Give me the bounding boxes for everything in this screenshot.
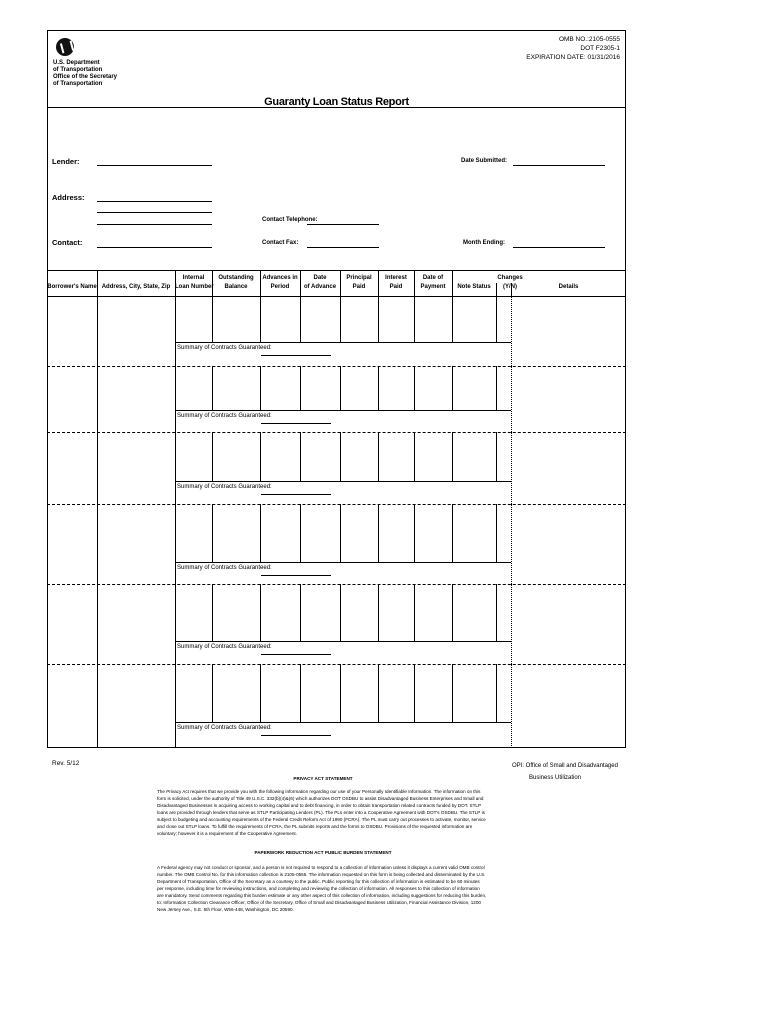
summary-value-line: [261, 355, 331, 356]
summary-left-line: [175, 562, 176, 584]
summary-label: Summary of Contracts Guaranteed:: [177, 644, 272, 650]
column-header: Changes (Y/N): [497, 275, 523, 290]
month-ending-label: Month Ending:: [463, 240, 505, 246]
address-field-2[interactable]: [97, 212, 212, 213]
column-divider: [496, 296, 497, 342]
column-divider: [414, 296, 415, 342]
column-divider: [212, 584, 213, 641]
changes-divider: [511, 366, 512, 432]
contact-telephone-field[interactable]: [307, 224, 379, 225]
column-header: Address, City, State, Zip: [101, 284, 171, 290]
date-submitted-field[interactable]: [513, 165, 605, 166]
column-divider: [452, 504, 453, 562]
omb-info: [520, 35, 620, 62]
column-divider: [452, 432, 453, 481]
column-divider: [340, 584, 341, 641]
summary-value-line: [261, 575, 331, 576]
column-divider: [212, 664, 213, 722]
office-name: Office of the Secretary of Transportation: [53, 74, 118, 87]
column-divider: [97, 366, 98, 432]
summary-left-line: [175, 481, 176, 504]
column-divider: [378, 664, 379, 722]
column-divider: [378, 366, 379, 410]
address-field-3[interactable]: [97, 224, 212, 225]
column-divider: [300, 366, 301, 410]
changes-divider: [511, 584, 512, 664]
expiration-date: EXPIRATION DATE: 01/31/2016: [526, 54, 620, 61]
summary-top-line: [175, 722, 511, 723]
column-divider: [414, 366, 415, 410]
column-divider: [300, 584, 301, 641]
paperwork-text: A Federal agency may not conduct or sponsor, and a person is not required to respond to a collection of information unless it displays a current valid OMB control number. The OMB Control No. for this information collection is 2105-0555. The information requested on this form is being collected and disseminated by the U.S. Department of Transportation, Office of the Secretary as a courtesy to the public. Public reporting for this collection of information is estimated to be 60 minutes per response, including time for reviewing instructions, and completing and reviewing the collection of information. All responses to this collection of information are mandatory. Send comments regarding this burden estimate or any other aspect of this collection of information, including suggestions for reducing this burden, to: Information Collection Clearance Officer, Office of the Secretary, Office of Small and Disadvantaged Business Utilization, Financial Assistance Division, 1200 New Jersey Ave., S.E. 5th Floor, W56-448, Washington, DC 20590.: [157, 865, 487, 912]
summary-label: Summary of Contracts Guaranteed:: [177, 725, 272, 731]
column-divider: [452, 664, 453, 722]
column-divider: [212, 504, 213, 562]
changes-divider: [511, 504, 512, 584]
column-header: Date of Payment: [420, 275, 446, 290]
summary-top-line: [175, 481, 511, 482]
summary-top-line: [175, 562, 511, 563]
column-divider: [175, 432, 176, 481]
row-separator: [47, 504, 626, 505]
column-divider: [452, 366, 453, 410]
month-ending-field[interactable]: [513, 247, 605, 248]
address-field-1[interactable]: [97, 201, 212, 202]
column-divider: [260, 584, 261, 641]
column-divider: [260, 366, 261, 410]
summary-left-line: [175, 641, 176, 664]
column-divider: [496, 283, 497, 296]
column-divider: [300, 432, 301, 481]
column-divider: [340, 664, 341, 722]
agency-name: U.S. Department of Transportation: [53, 60, 103, 73]
column-divider: [340, 366, 341, 410]
privacy-text: The Privacy Act requires that we provide you with the following information regarding our use of your Personally Identifiable Information. The information on this form is solicited, under the authority of Title 49 U.S.C. 332(b)(4)&(6) which authorizes DOT OSDBU to assist Disadvantaged Business Enterprises and Small and Disadvantaged Businesses in acquiring access to working capital and to debt financing, in order to obtain transportation related contracts funded by DOT. STLP loans are provided through lenders that serve as STLP Participating Lenders (PL). The PLs enter into a Cooperative Agreement with DOT's OSDBU. The STLP is subject to budgeting and accounting requirements of the Federal Credit Reform Act of 1990 (FCRA). The PL must carry out processes to activate, monitor, service and close out STLP loans. To fulfill the requirements of FCRA, the PL submits reports and the forms to OSDBU. Provisions of the requested information are voluntary; however it is a requirement of the Cooperative Agreement.: [157, 789, 486, 836]
column-divider: [496, 584, 497, 641]
address-label: Address:: [52, 193, 85, 202]
column-divider: [414, 432, 415, 481]
column-divider: [300, 270, 301, 296]
column-divider: [175, 366, 176, 410]
column-divider: [496, 432, 497, 481]
column-divider: [496, 366, 497, 410]
contact-fax-label: Contact Fax:: [262, 240, 299, 246]
column-divider: [340, 432, 341, 481]
summary-value-line: [261, 494, 331, 495]
column-divider: [175, 504, 176, 562]
table-header-bottom-border: [47, 296, 626, 297]
column-header: Borrower's Name: [47, 284, 97, 290]
summary-label: Summary of Contracts Guaranteed:: [177, 413, 272, 419]
paperwork-title: PAPERWORK REDUCTION ACT PUBLIC BURDEN STATEMENT: [254, 850, 392, 855]
column-divider: [496, 504, 497, 562]
summary-left-line: [175, 410, 176, 432]
column-divider: [260, 432, 261, 481]
summary-value-line: [261, 654, 331, 655]
table-top-border: [47, 270, 626, 271]
omb-number: OMB NO.:2105-0555: [558, 36, 620, 43]
column-divider: [452, 296, 453, 342]
summary-value-line: [261, 423, 331, 424]
column-divider: [452, 270, 453, 296]
column-divider: [378, 270, 379, 296]
column-divider: [378, 504, 379, 562]
column-divider: [212, 296, 213, 342]
column-divider: [175, 270, 176, 296]
column-header: Note Status: [457, 284, 491, 290]
column-divider: [97, 664, 98, 748]
changes-divider: [511, 432, 512, 504]
column-divider: [340, 504, 341, 562]
row-separator: [47, 584, 626, 585]
summary-value-line: [261, 735, 331, 736]
row-separator: [47, 366, 626, 367]
lender-label: Lender:: [52, 157, 80, 166]
column-divider: [97, 270, 98, 296]
summary-left-line: [175, 342, 176, 366]
summary-label: Summary of Contracts Guaranteed:: [177, 484, 272, 490]
column-divider: [212, 270, 213, 296]
row-separator: [47, 664, 626, 665]
contact-label: Contact:: [52, 238, 83, 247]
summary-top-line: [175, 641, 511, 642]
column-divider: [97, 296, 98, 366]
column-divider: [340, 296, 341, 342]
column-divider: [378, 584, 379, 641]
column-divider: [452, 584, 453, 641]
column-divider: [300, 296, 301, 342]
column-header: Advances in Period: [262, 275, 298, 290]
dot-form-number: DOT F2305-1: [580, 45, 620, 52]
summary-top-line: [175, 410, 511, 411]
summary-label: Summary of Contracts Guaranteed:: [177, 345, 272, 351]
revision-label: Rev. 5/12: [52, 760, 80, 767]
contact-field[interactable]: [97, 247, 212, 248]
column-header: Details: [558, 284, 579, 290]
page-title: Guaranty Loan Status Report: [264, 96, 409, 108]
column-divider: [97, 504, 98, 584]
column-divider: [212, 366, 213, 410]
column-header: Outstanding Balance: [218, 275, 254, 290]
column-divider: [260, 296, 261, 342]
dot-logo-icon: [56, 38, 74, 56]
column-divider: [97, 432, 98, 504]
changes-divider: [511, 664, 512, 748]
column-header: Principal Paid: [346, 275, 372, 290]
summary-label: Summary of Contracts Guaranteed:: [177, 565, 272, 571]
column-divider: [175, 664, 176, 722]
date-submitted-label: Date Submitted:: [461, 158, 508, 164]
column-divider: [260, 270, 261, 296]
column-divider: [175, 296, 176, 342]
contact-fax-field[interactable]: [307, 247, 379, 248]
column-divider: [212, 432, 213, 481]
divider: [47, 107, 626, 108]
summary-left-line: [175, 722, 176, 748]
column-divider: [496, 664, 497, 722]
contact-telephone-label: Contact Telephone:: [262, 217, 318, 223]
column-header: Internal Loan Number: [175, 275, 214, 290]
column-divider: [378, 296, 379, 342]
column-header: Date of Advance: [303, 275, 337, 290]
changes-divider: [511, 296, 512, 366]
lender-field[interactable]: [97, 165, 212, 166]
column-divider: [378, 432, 379, 481]
column-divider: [260, 664, 261, 722]
column-header: Interest Paid: [385, 275, 407, 290]
column-divider: [511, 283, 512, 296]
column-divider: [414, 504, 415, 562]
column-divider: [175, 584, 176, 641]
row-separator: [47, 432, 626, 433]
privacy-title: PRIVACY ACT STATEMENT: [293, 776, 353, 781]
column-divider: [414, 664, 415, 722]
column-divider: [414, 584, 415, 641]
column-divider: [300, 504, 301, 562]
column-divider: [97, 584, 98, 664]
column-divider: [340, 270, 341, 296]
opi-text: OPI: Office of Small and Disadvantaged Business Utilization: [512, 763, 618, 781]
column-divider: [414, 270, 415, 296]
column-divider: [300, 664, 301, 722]
column-divider: [260, 504, 261, 562]
summary-top-line: [175, 342, 511, 343]
